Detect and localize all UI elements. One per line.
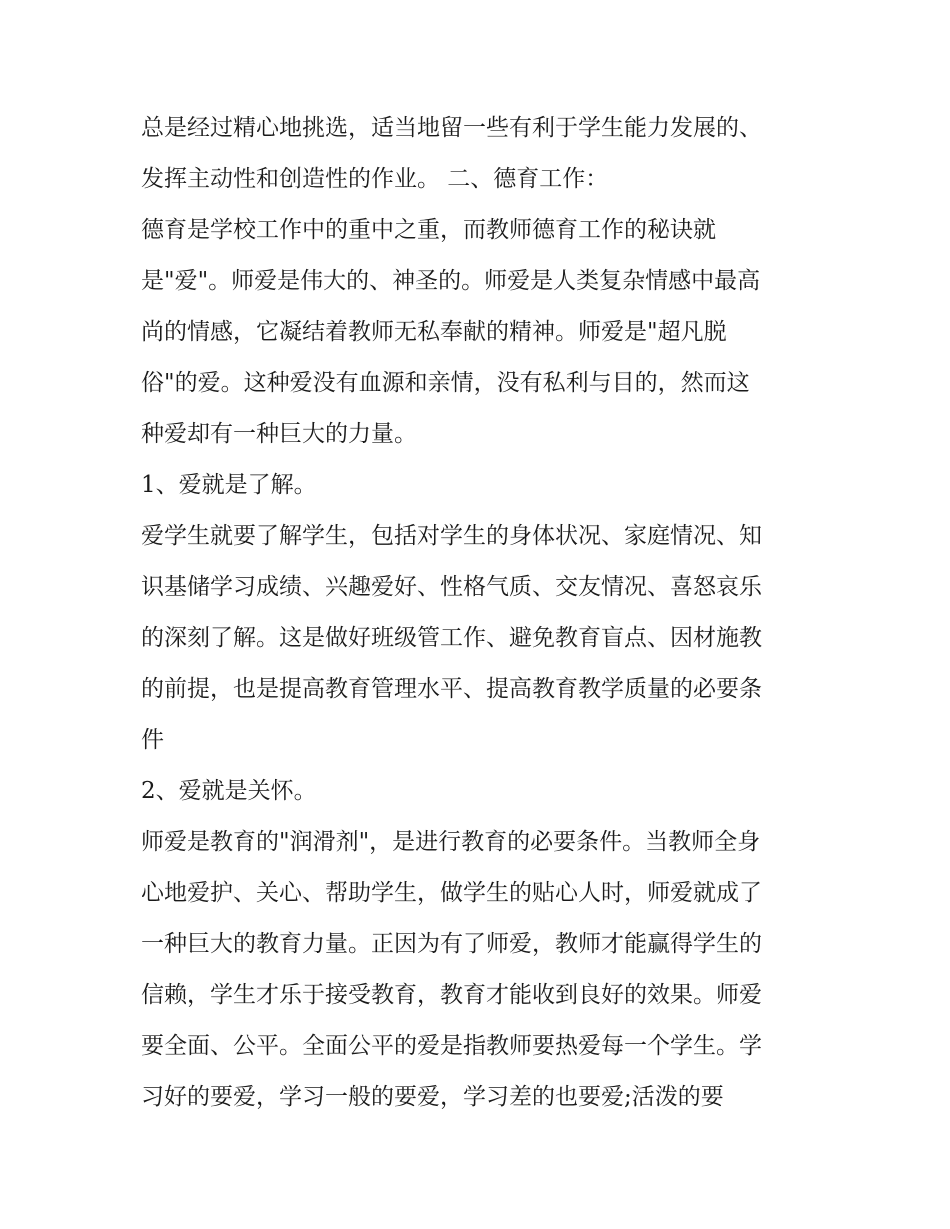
text-line: 师爱是教育的"润滑剂"，是进行教育的必要条件。当教师全身 bbox=[141, 829, 761, 855]
text-line: 是"爱"。师爱是伟大的、神圣的。师爱是人类复杂情感中最高 bbox=[141, 268, 761, 294]
section-heading: 2、爱就是关怀。 bbox=[141, 778, 317, 804]
text-line: 总是经过精心地挑选，适当地留一些有利于学生能力发展的、 bbox=[141, 115, 762, 141]
text-line: 件 bbox=[141, 727, 164, 753]
text-line: 爱学生就要了解学生，包括对学生的身体状况、家庭情况、知 bbox=[141, 523, 762, 549]
text-line: 的深刻了解。这是做好班级管工作、避免教育盲点、因材施教 bbox=[141, 625, 762, 651]
section-heading: 1、爱就是了解。 bbox=[141, 472, 317, 498]
text-line: 习好的要爱，学习一般的要爱，学习差的也要爱;活泼的要 bbox=[141, 1084, 724, 1110]
text-line: 种爱却有一种巨大的力量。 bbox=[141, 421, 417, 447]
text-line: 俗"的爱。这种爱没有血源和亲情，没有私利与目的，然而这 bbox=[141, 370, 750, 396]
text-line: 尚的情感，它凝结着教师无私奉献的精神。师爱是"超凡脱 bbox=[141, 319, 727, 345]
text-line: 心地爱护、关心、帮助学生，做学生的贴心人时，师爱就成了 bbox=[141, 880, 762, 906]
text-line: 发挥主动性和创造性的作业。 二、德育工作： bbox=[141, 166, 609, 192]
text-line: 识基储学习成绩、兴趣爱好、性格气质、交友情况、喜怒哀乐 bbox=[141, 574, 762, 600]
text-line: 要全面、公平。全面公平的爱是指教师要热爱每一个学生。学 bbox=[141, 1033, 762, 1059]
text-line: 的前提，也是提高教育管理水平、提高教育教学质量的必要条 bbox=[141, 676, 762, 702]
text-line: 信赖，学生才乐于接受教育，教育才能收到良好的效果。师爱 bbox=[141, 982, 762, 1008]
text-line: 德育是学校工作中的重中之重，而教师德育工作的秘诀就 bbox=[141, 217, 716, 243]
text-line: 一种巨大的教育力量。正因为有了师爱，教师才能赢得学生的 bbox=[141, 931, 762, 957]
